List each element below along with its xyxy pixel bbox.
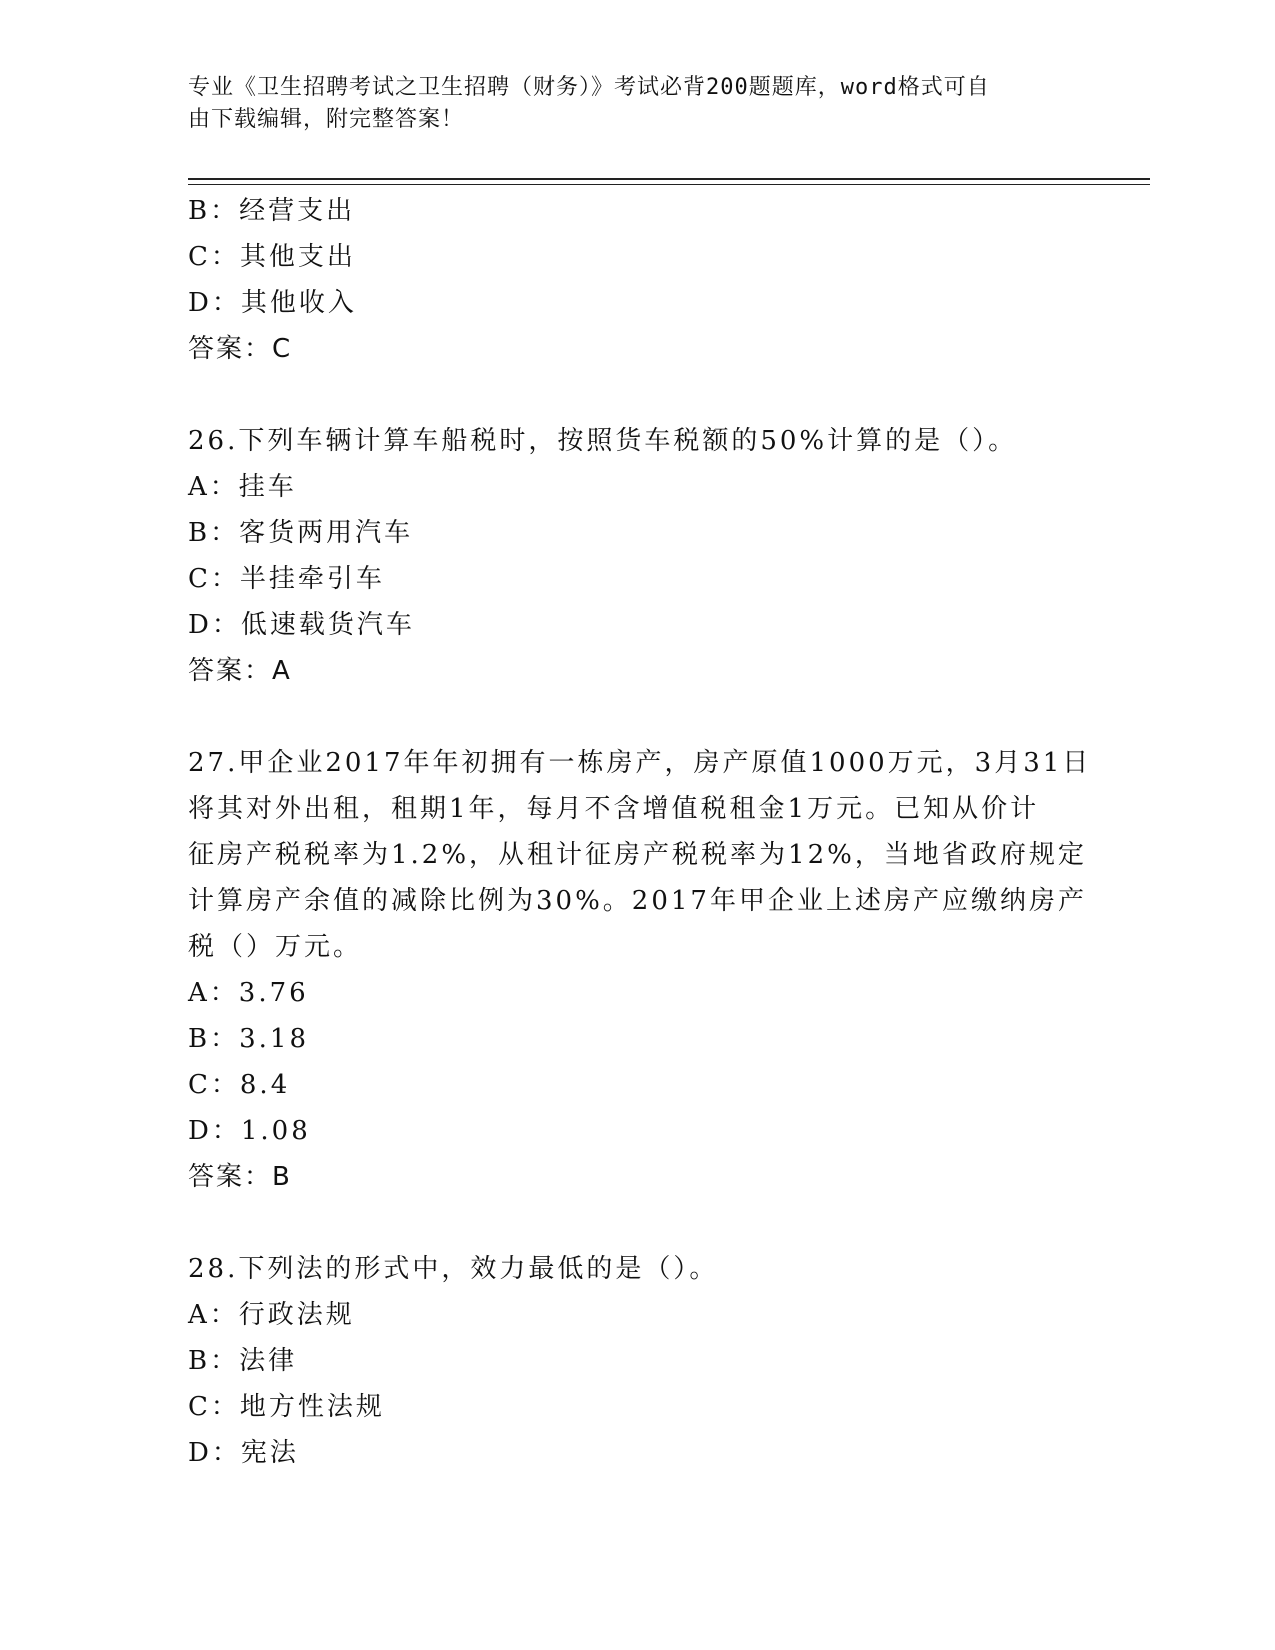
option-a: A：3.76	[188, 978, 309, 1008]
question-text-line: 27.甲企业2017年年初拥有一栋房产，房产原值1000万元，3月31日	[188, 748, 1092, 778]
question-text: 28.下列法的形式中，效力最低的是（）。	[188, 1254, 719, 1284]
question-text: 26.下列车辆计算车船税时，按照货车税额的50%计算的是（）。	[188, 426, 1018, 456]
option-b: B：经营支出	[188, 196, 356, 226]
option-d: D：1.08	[188, 1116, 311, 1146]
option-b: B：法律	[188, 1346, 298, 1376]
question-text-line: 税（）万元。	[188, 932, 363, 962]
option-b: B：客货两用汽车	[188, 518, 414, 548]
option-c: C：半挂牵引车	[188, 564, 385, 594]
question-25-remainder	[188, 188, 1088, 372]
header-line-2: 由下载编辑，附完整答案！	[188, 107, 465, 132]
option-c: C：地方性法规	[188, 1392, 385, 1422]
header-divider-thin	[188, 184, 1150, 185]
option-a: A：挂车	[188, 472, 297, 502]
document-header	[188, 72, 1078, 136]
option-d: D：宪法	[188, 1438, 299, 1468]
option-c: C：其他支出	[188, 242, 356, 272]
question-list	[188, 188, 1092, 1476]
question-text-line: 征房产税税率为1.2%，从租计征房产税税率为12%，当地省政府规定	[188, 840, 1087, 870]
question-28	[188, 1246, 1088, 1476]
answer-line: 答案：B	[188, 1162, 292, 1192]
question-text-line: 将其对外出租，租期1年，每月不含增值税租金1万元。已知从价计	[188, 794, 1040, 824]
spacer	[188, 372, 1088, 418]
option-a: A：行政法规	[188, 1300, 355, 1330]
option-d: D：其他收入	[188, 288, 357, 318]
option-b: B：3.18	[188, 1024, 309, 1054]
answer-line: 答案：A	[188, 656, 292, 686]
header-line-1: 专业《卫生招聘考试之卫生招聘（财务）》考试必背200题题库，word格式可自	[188, 75, 990, 100]
question-text-line: 计算房产余值的减除比例为30%。2017年甲企业上述房产应缴纳房产	[188, 886, 1087, 916]
spacer	[188, 694, 1088, 740]
answer-line: 答案：C	[188, 334, 293, 364]
question-26	[188, 418, 1088, 694]
question-27	[188, 740, 1092, 1200]
option-d: D：低速载货汽车	[188, 610, 415, 640]
option-c: C：8.4	[188, 1070, 291, 1100]
spacer	[188, 1200, 1088, 1246]
header-divider-thick	[188, 178, 1150, 180]
